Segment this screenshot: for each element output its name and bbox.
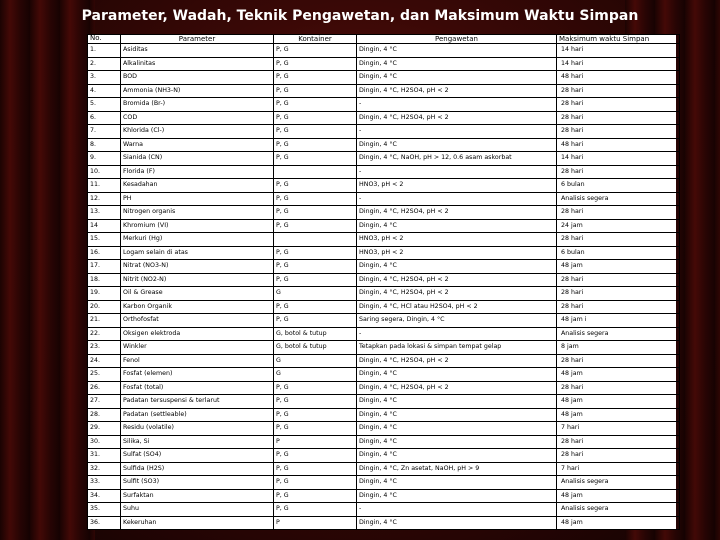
cell-no: 16.: [88, 246, 121, 260]
cell-container: G: [274, 287, 357, 301]
cell-parameter: Surfaktan: [121, 489, 274, 503]
cell-preservation: Saring segera, Dingin, 4 °C: [357, 314, 557, 328]
cell-container: P, G: [274, 260, 357, 274]
cell-container: G: [274, 368, 357, 382]
cell-parameter: PH: [121, 192, 274, 206]
cell-preservation: Dingin, 4 °C: [357, 219, 557, 233]
table-row: [88, 503, 680, 517]
table-row: [88, 71, 680, 85]
cell-preservation: Dingin, 4 °C, H2SO4, pH < 2: [357, 84, 557, 98]
cell-preservation: Dingin, 4 °C: [357, 44, 557, 58]
header-max-time: Maksimum waktu Simpan: [557, 35, 680, 44]
table-row: [88, 476, 680, 490]
cell-max-time: 28 hari: [557, 206, 680, 220]
table-row: [88, 368, 680, 382]
cell-preservation: Dingin, 4 °C: [357, 57, 557, 71]
cell-preservation: Dingin, 4 °C, H2SO4, pH < 2: [357, 354, 557, 368]
cell-max-time: 7 hari: [557, 422, 680, 436]
cell-parameter: Padatan tersuspensi & terlarut: [121, 395, 274, 409]
cell-no: 5.: [88, 98, 121, 112]
cell-preservation: -: [357, 327, 557, 341]
cell-parameter: Fosfat (elemen): [121, 368, 274, 382]
cell-max-time: 48 hari: [557, 138, 680, 152]
cell-container: P, G: [274, 44, 357, 58]
cell-max-time: 7 hari: [557, 462, 680, 476]
cell-container: P, G: [274, 422, 357, 436]
cell-max-time: 48 jam: [557, 260, 680, 274]
table-row: [88, 138, 680, 152]
header-parameter: Parameter: [121, 35, 274, 44]
cell-container: P, G: [274, 381, 357, 395]
cell-preservation: Tetapkan pada lokasi & simpan tempat gelap: [357, 341, 557, 355]
cell-no: 14: [88, 219, 121, 233]
table-body: [88, 44, 680, 530]
cell-no: 8.: [88, 138, 121, 152]
cell-no: 20.: [88, 300, 121, 314]
cell-preservation: Dingin, 4 °C: [357, 516, 557, 530]
cell-parameter: Oil & Grease: [121, 287, 274, 301]
table-row: [88, 233, 680, 247]
cell-preservation: Dingin, 4 °C: [357, 435, 557, 449]
cell-preservation: -: [357, 165, 557, 179]
cell-no: 17.: [88, 260, 121, 274]
cell-no: 30.: [88, 435, 121, 449]
cell-container: P, G: [274, 179, 357, 193]
cell-container: P, G: [274, 408, 357, 422]
cell-container: P, G: [274, 57, 357, 71]
cell-parameter: Alkalinitas: [121, 57, 274, 71]
cell-no: 27.: [88, 395, 121, 409]
cell-parameter: Nitrit (NO2-N): [121, 273, 274, 287]
cell-parameter: Karbon Organik: [121, 300, 274, 314]
cell-max-time: 28 hari: [557, 381, 680, 395]
cell-no: 24.: [88, 354, 121, 368]
header-container: Kontainer: [274, 35, 357, 44]
cell-no: 34.: [88, 489, 121, 503]
cell-container: P, G: [274, 219, 357, 233]
cell-parameter: Asiditas: [121, 44, 274, 58]
cell-max-time: 28 hari: [557, 354, 680, 368]
cell-container: P, G: [274, 98, 357, 112]
cell-parameter: Residu (volatile): [121, 422, 274, 436]
cell-no: 9.: [88, 152, 121, 166]
table-row: [88, 462, 680, 476]
cell-no: 15.: [88, 233, 121, 247]
table-row: [88, 44, 680, 58]
table-row: [88, 273, 680, 287]
table-header-row: [88, 35, 680, 44]
cell-no: 2.: [88, 57, 121, 71]
table-row: [88, 179, 680, 193]
preservation-table: [87, 34, 680, 530]
table-row: [88, 314, 680, 328]
cell-no: 6.: [88, 111, 121, 125]
cell-parameter: Sulfat (SO4): [121, 449, 274, 463]
cell-container: [274, 233, 357, 247]
table-row: [88, 408, 680, 422]
cell-preservation: -: [357, 503, 557, 517]
cell-preservation: Dingin, 4 °C, H2SO4, pH < 2: [357, 381, 557, 395]
cell-preservation: Dingin, 4 °C: [357, 476, 557, 490]
cell-no: 35.: [88, 503, 121, 517]
table-row: [88, 381, 680, 395]
cell-preservation: Dingin, 4 °C: [357, 422, 557, 436]
cell-no: 36.: [88, 516, 121, 530]
cell-container: P, G: [274, 476, 357, 490]
cell-container: P: [274, 435, 357, 449]
cell-container: P, G: [274, 152, 357, 166]
cell-preservation: HNO3, pH < 2: [357, 179, 557, 193]
cell-no: 7.: [88, 125, 121, 139]
cell-max-time: 8 jam: [557, 341, 680, 355]
cell-max-time: 48 jam: [557, 368, 680, 382]
cell-max-time: 28 hari: [557, 449, 680, 463]
cell-preservation: HNO3, pH < 2: [357, 233, 557, 247]
cell-max-time: 14 hari: [557, 44, 680, 58]
cell-parameter: Sulfit (SO3): [121, 476, 274, 490]
cell-container: P, G: [274, 138, 357, 152]
cell-container: P, G: [274, 84, 357, 98]
cell-preservation: Dingin, 4 °C, H2SO4, pH < 2: [357, 287, 557, 301]
cell-max-time: 28 hari: [557, 435, 680, 449]
cell-max-time: 48 jam: [557, 395, 680, 409]
cell-no: 4.: [88, 84, 121, 98]
cell-no: 10.: [88, 165, 121, 179]
table-row: [88, 287, 680, 301]
table-row: [88, 354, 680, 368]
cell-max-time: 6 bulan: [557, 246, 680, 260]
cell-parameter: Warna: [121, 138, 274, 152]
table-row: [88, 192, 680, 206]
table-row: [88, 165, 680, 179]
cell-container: P, G: [274, 125, 357, 139]
cell-parameter: Orthofosfat: [121, 314, 274, 328]
cell-container: P, G: [274, 449, 357, 463]
cell-preservation: Dingin, 4 °C: [357, 449, 557, 463]
table-container: [87, 34, 676, 530]
table-row: [88, 57, 680, 71]
table-row: [88, 489, 680, 503]
cell-preservation: Dingin, 4 °C, NaOH, pH > 12, 0.6 asam askorbat: [357, 152, 557, 166]
cell-container: G, botol & tutup: [274, 341, 357, 355]
table-row: [88, 84, 680, 98]
table-row: [88, 449, 680, 463]
cell-max-time: Analisis segera: [557, 503, 680, 517]
table-row: [88, 219, 680, 233]
cell-no: 12.: [88, 192, 121, 206]
cell-preservation: Dingin, 4 °C, H2SO4, pH < 2: [357, 206, 557, 220]
cell-parameter: Sianida (CN): [121, 152, 274, 166]
cell-preservation: -: [357, 98, 557, 112]
cell-container: P, G: [274, 489, 357, 503]
cell-preservation: Dingin, 4 °C, HCl atau H2SO4, pH < 2: [357, 300, 557, 314]
header-preservation: Pengawetan: [357, 35, 557, 44]
cell-parameter: Bromida (Br-): [121, 98, 274, 112]
cell-no: 33.: [88, 476, 121, 490]
cell-container: P, G: [274, 192, 357, 206]
cell-no: 32.: [88, 462, 121, 476]
cell-no: 22.: [88, 327, 121, 341]
cell-parameter: Kekeruhan: [121, 516, 274, 530]
cell-parameter: Nitrogen organis: [121, 206, 274, 220]
cell-preservation: Dingin, 4 °C: [357, 368, 557, 382]
cell-max-time: Analisis segera: [557, 192, 680, 206]
cell-parameter: Kesadahan: [121, 179, 274, 193]
cell-max-time: 14 hari: [557, 152, 680, 166]
cell-parameter: Ammonia (NH3-N): [121, 84, 274, 98]
table-row: [88, 435, 680, 449]
cell-parameter: BOD: [121, 71, 274, 85]
table-row: [88, 246, 680, 260]
cell-max-time: 28 hari: [557, 233, 680, 247]
cell-preservation: -: [357, 125, 557, 139]
cell-container: P, G: [274, 111, 357, 125]
cell-max-time: 28 hari: [557, 125, 680, 139]
cell-no: 21.: [88, 314, 121, 328]
cell-no: 26.: [88, 381, 121, 395]
cell-no: 3.: [88, 71, 121, 85]
cell-max-time: 28 hari: [557, 300, 680, 314]
cell-max-time: Analisis segera: [557, 327, 680, 341]
cell-max-time: 28 hari: [557, 273, 680, 287]
cell-container: P, G: [274, 503, 357, 517]
cell-container: P, G: [274, 314, 357, 328]
cell-no: 28.: [88, 408, 121, 422]
cell-parameter: Florida (F): [121, 165, 274, 179]
cell-parameter: Khlorida (Cl-): [121, 125, 274, 139]
cell-preservation: Dingin, 4 °C: [357, 408, 557, 422]
header-no: No.: [88, 35, 121, 44]
table-row: [88, 327, 680, 341]
cell-container: P, G: [274, 273, 357, 287]
cell-max-time: 28 hari: [557, 165, 680, 179]
cell-max-time: 24 jam: [557, 219, 680, 233]
cell-container: G: [274, 354, 357, 368]
cell-container: G, botol & tutup: [274, 327, 357, 341]
cell-preservation: -: [357, 192, 557, 206]
cell-preservation: Dingin, 4 °C, H2SO4, pH < 2: [357, 111, 557, 125]
cell-parameter: Merkuri (Hg): [121, 233, 274, 247]
cell-no: 13.: [88, 206, 121, 220]
cell-preservation: HNO3, pH < 2: [357, 246, 557, 260]
table-row: [88, 111, 680, 125]
cell-parameter: Winkler: [121, 341, 274, 355]
cell-container: P: [274, 516, 357, 530]
cell-parameter: Oksigen elektroda: [121, 327, 274, 341]
cell-max-time: 48 jam: [557, 408, 680, 422]
table-row: [88, 98, 680, 112]
cell-parameter: Sulfida (H2S): [121, 462, 274, 476]
cell-no: 18.: [88, 273, 121, 287]
cell-max-time: 48 hari: [557, 71, 680, 85]
cell-no: 1.: [88, 44, 121, 58]
table-row: [88, 422, 680, 436]
cell-no: 23.: [88, 341, 121, 355]
cell-parameter: Fenol: [121, 354, 274, 368]
cell-max-time: 28 hari: [557, 287, 680, 301]
cell-preservation: Dingin, 4 °C: [357, 489, 557, 503]
cell-preservation: Dingin, 4 °C: [357, 138, 557, 152]
cell-parameter: Silika, Si: [121, 435, 274, 449]
cell-container: P, G: [274, 246, 357, 260]
cell-parameter: Padatan (settleable): [121, 408, 274, 422]
table-row: [88, 341, 680, 355]
table-row: [88, 206, 680, 220]
curtain-left-decoration: [0, 0, 95, 540]
cell-parameter: Nitrat (NO3-N): [121, 260, 274, 274]
cell-max-time: 48 jam i: [557, 314, 680, 328]
cell-no: 11.: [88, 179, 121, 193]
cell-no: 31.: [88, 449, 121, 463]
table-row: [88, 300, 680, 314]
cell-container: P, G: [274, 462, 357, 476]
cell-max-time: 6 bulan: [557, 179, 680, 193]
cell-preservation: Dingin, 4 °C, H2SO4, pH < 2: [357, 273, 557, 287]
cell-parameter: Suhu: [121, 503, 274, 517]
cell-no: 19.: [88, 287, 121, 301]
cell-preservation: Dingin, 4 °C: [357, 395, 557, 409]
cell-max-time: 14 hari: [557, 57, 680, 71]
cell-max-time: 48 jam: [557, 489, 680, 503]
cell-max-time: 48 jam: [557, 516, 680, 530]
cell-container: P, G: [274, 71, 357, 85]
cell-max-time: 28 hari: [557, 98, 680, 112]
cell-container: P, G: [274, 300, 357, 314]
cell-parameter: Fosfat (total): [121, 381, 274, 395]
cell-container: P, G: [274, 395, 357, 409]
cell-max-time: 28 hari: [557, 111, 680, 125]
cell-parameter: Khromium (VI): [121, 219, 274, 233]
table-row: [88, 260, 680, 274]
cell-preservation: Dingin, 4 °C: [357, 71, 557, 85]
table-row: [88, 516, 680, 530]
cell-no: 25.: [88, 368, 121, 382]
table-row: [88, 395, 680, 409]
table-row: [88, 152, 680, 166]
cell-parameter: Logam selain di atas: [121, 246, 274, 260]
cell-container: P, G: [274, 206, 357, 220]
cell-max-time: Analisis segera: [557, 476, 680, 490]
slide-title: Parameter, Wadah, Teknik Pengawetan, dan Maksimum Waktu Simpan: [81, 8, 639, 24]
cell-no: 29.: [88, 422, 121, 436]
cell-parameter: COD: [121, 111, 274, 125]
cell-max-time: 28 hari: [557, 84, 680, 98]
cell-preservation: Dingin, 4 °C, Zn asetat, NaOH, pH > 9: [357, 462, 557, 476]
table-row: [88, 125, 680, 139]
cell-preservation: Dingin, 4 °C: [357, 260, 557, 274]
cell-container: [274, 165, 357, 179]
